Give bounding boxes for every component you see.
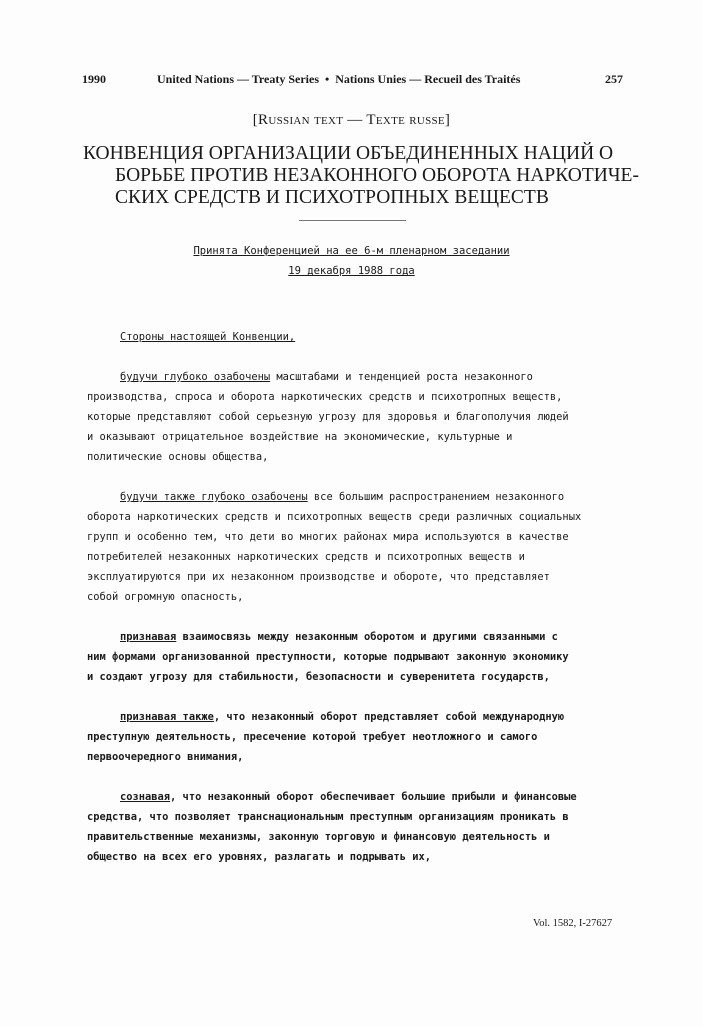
preamble-paragraph-4 xyxy=(87,707,627,767)
paragraph-line: средства, что позволяет транснациональным преступным организациям проникать в xyxy=(87,811,569,823)
paragraph-text: взаимосвязь между незаконным оборотом и другими связанными с xyxy=(176,631,558,643)
paragraph-line: правительственные механизмы, законную торговую и финансовую деятельность и xyxy=(87,831,550,843)
preamble-paragraph-5 xyxy=(87,787,627,867)
parties-text: Стороны настоящей Конвенции, xyxy=(120,331,296,343)
paragraph-line: оборота наркотических средств и психотропных веществ среди различных социальных xyxy=(87,511,582,523)
paragraph-text: масштабами и тенденцией роста незаконного xyxy=(270,371,533,383)
preamble-paragraph-2 xyxy=(87,487,627,607)
preamble-paragraph-3 xyxy=(87,627,627,687)
title-line: СКИХ СРЕДСТВ И ПСИХОТРОПНЫХ ВЕЩЕСТВ xyxy=(115,187,549,208)
paragraph-line: которые представляют собой серьезную угрозу для здоровья и благополучия людей xyxy=(87,411,569,423)
paragraph-text: , что незаконный оборот представляет собой международную xyxy=(213,711,565,723)
volume-reference: Vol. 1582, I-27627 xyxy=(533,918,613,929)
paragraph-line: и создают угрозу для стабильности, безопасности и суверенитета государств, xyxy=(87,671,550,683)
adoption-line-2: 19 декабря 1988 года xyxy=(288,265,415,277)
document-title xyxy=(83,143,639,209)
paragraph-text: все большим распространением незаконного xyxy=(307,491,565,503)
paragraph-line: первоочередного внимания, xyxy=(87,751,244,763)
adoption-line-1: Принята Конференцией на ее 6-м пленарном заседании xyxy=(193,245,510,257)
paragraph-lead: признавая также xyxy=(120,711,214,723)
paragraph-lead: будучи также глубоко озабочены xyxy=(120,491,308,503)
header-year: 1990 xyxy=(82,72,106,86)
title-line: КОНВЕНЦИЯ ОРГАНИЗАЦИИ ОБЪЕДИНЕННЫХ НАЦИЙ О xyxy=(83,143,614,164)
header-series-title: United Nations — Treaty Series • Nations Unies — Recueil des Traités xyxy=(157,72,521,86)
paragraph-text: , что незаконный оборот обеспечивает большие прибыли и финансовые xyxy=(170,791,577,803)
page-number: 257 xyxy=(605,72,623,86)
paragraph-line: потребителей незаконных наркотических средств и психотропных веществ и xyxy=(87,551,525,563)
preamble-paragraph-1 xyxy=(87,367,627,467)
paragraph-line: собой огромную опасность, xyxy=(87,591,244,603)
paragraph-line: эксплуатируются при их незаконном производстве и обороте, что представляет xyxy=(87,571,550,583)
paragraph-line: производства, спроса и оборота наркотических средств и психотропных веществ, xyxy=(87,391,563,403)
paragraph-line: ним формами организованной преступности, которые подрывают законную экономику xyxy=(87,651,569,663)
paragraph-lead: признавая xyxy=(120,631,177,643)
paragraph-lead: сознавая xyxy=(120,791,171,803)
parties-line xyxy=(87,327,627,347)
paragraph-line: и оказывают отрицательное воздействие на экономические, культурные и xyxy=(87,431,513,443)
divider xyxy=(299,220,406,221)
paragraph-line: общество на всех его уровнях, разлагать и подрывать их, xyxy=(87,851,432,863)
paragraph-line: преступную деятельность, пресечение которой требует неотложного и самого xyxy=(87,731,538,743)
paragraph-line: групп и особенно тем, что дети во многих районах мира используются в качестве xyxy=(87,531,569,543)
title-line: БОРЬБЕ ПРОТИВ НЕЗАКОННОГО ОБОРОТА НАРКОТИЧЕ- xyxy=(115,165,639,186)
language-note: [Russian text — Texte russe] xyxy=(252,112,451,128)
paragraph-lead: будучи глубоко озабочены xyxy=(120,371,271,383)
paragraph-line: политические основы общества, xyxy=(87,451,269,463)
